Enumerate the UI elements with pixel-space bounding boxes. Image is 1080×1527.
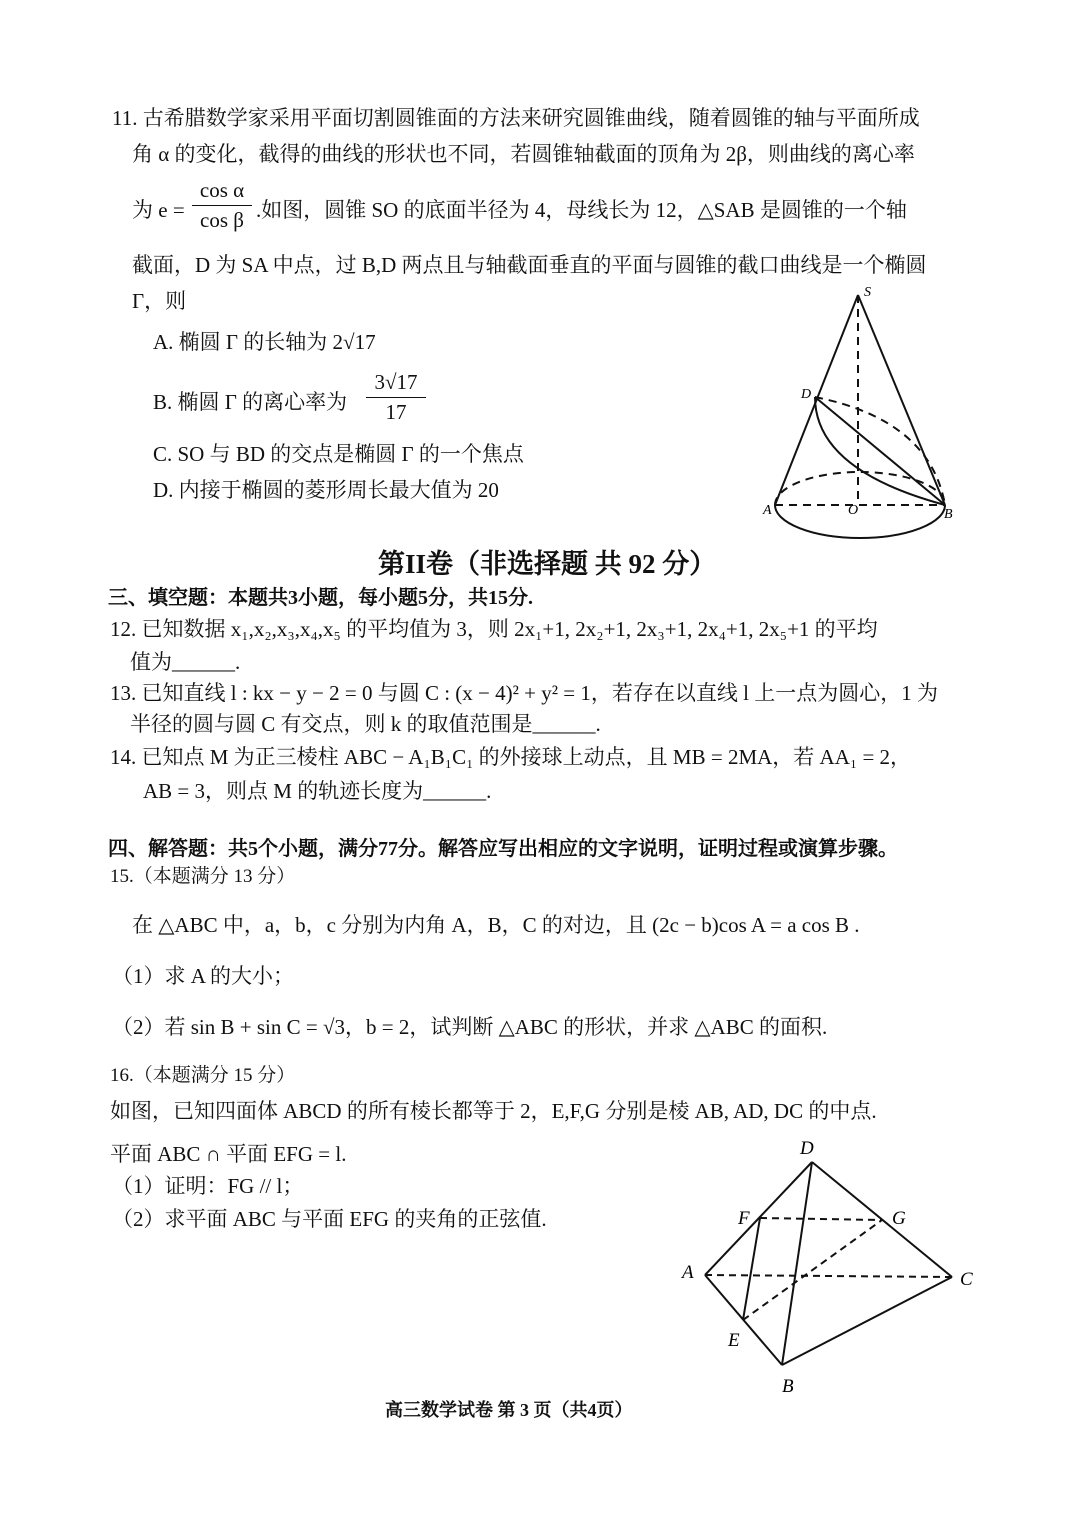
label-s: S — [864, 285, 871, 300]
q11-line: 11. 古希腊数学家采用平面切割圆锥面的方法来研究圆锥曲线，随着圆锥的轴与平面所成 — [112, 106, 920, 130]
q16-title: 16.（本题满分 15 分） — [110, 1065, 296, 1086]
q15-title: 15.（本题满分 13 分） — [110, 866, 296, 887]
label-c: C — [960, 1269, 973, 1290]
q11-line-prefix: 为 e = — [132, 198, 185, 222]
section-heading: 三、填空题：本题共3小题，每小题5分，共15分. — [108, 587, 533, 609]
label-o: O — [848, 503, 859, 518]
q15-part1: （1）求 A 的大小； — [112, 964, 295, 988]
label-b: B — [782, 1376, 794, 1397]
option-a: A. 椭圆 Γ 的长轴为 2√17 — [153, 330, 376, 354]
q14-line: AB = 3，则点 M 的轨迹长度为______. — [143, 779, 492, 803]
part2-title: 第II卷（非选择题 共 92 分） — [378, 549, 717, 579]
q16-part1: （1）证明：FG // l； — [112, 1174, 304, 1198]
fraction-denominator: cos β — [200, 208, 244, 232]
section-heading: 四、解答题：共5个小题，满分77分。解答应写出相应的文字说明，证明过程或演算步骤。 — [108, 838, 898, 860]
q11-line: Γ，则 — [132, 289, 187, 313]
label-a: A — [763, 503, 772, 518]
fraction-numerator: 3√17 — [374, 370, 418, 394]
option-b: B. 椭圆 Γ 的离心率为 — [153, 390, 348, 414]
label-b: B — [944, 507, 953, 522]
q13-line: 13. 已知直线 l : kx − y − 2 = 0 与圆 C : (x − 4)² + y² = 1，若存在以直线 l 上一点为圆心，1 为 — [110, 681, 938, 705]
q16-part2: （2）求平面 ABC 与平面 EFG 的夹角的正弦值. — [112, 1207, 547, 1231]
fraction-denominator: 17 — [385, 400, 407, 424]
cone-figure — [0, 0, 1080, 560]
fraction-numerator: cos α — [199, 178, 245, 202]
q16-stem: 如图，已知四面体 ABCD 的所有棱长都等于 2，E,F,G 分别是棱 AB, AD, DC 的中点. — [110, 1099, 877, 1123]
page-footer: 高三数学试卷 第 3 页（共4页） — [385, 1400, 633, 1420]
label-d: D — [800, 1138, 814, 1159]
q15-stem: 在 △ABC 中，a，b，c 分别为内角 A，B，C 的对边，且 (2c − b)cos A = a cos B . — [132, 913, 860, 937]
q14-line: 14. 已知点 M 为正三棱柱 ABC − A₁B₁C₁ 的外接球上动点，且 MB = 2MA，若 AA₁ = 2， — [110, 745, 912, 769]
q11-line: 截面，D 为 SA 中点，过 B,D 两点且与轴截面垂直的平面与圆锥的截口曲线是一个椭圆 — [132, 253, 927, 277]
label-g: G — [892, 1208, 906, 1229]
q16-stem: 平面 ABC ∩ 平面 EFG = l. — [110, 1142, 347, 1166]
q13-line: 半径的圆与圆 C 有交点，则 k 的取值范围是______. — [130, 712, 601, 736]
q11-line: .如图，圆锥 SO 的底面半径为 4，母线长为 12，△SAB 是圆锥的一个轴 — [256, 198, 907, 222]
q12-line: 12. 已知数据 x₁,x₂,x₃,x₄,x₅ 的平均值为 3，则 2x₁+1, 2x₂+1, 2x₃+1, 2x₄+1, 2x₅+1 的平均 — [110, 617, 878, 641]
q15-part2: （2）若 sin B + sin C = √3，b = 2，试判断 △ABC 的形状，并求 △ABC 的面积. — [112, 1015, 828, 1039]
option-d: D. 内接于椭圆的菱形周长最大值为 20 — [153, 478, 499, 502]
q11-line: 角 α 的变化，截得的曲线的形状也不同，若圆锥轴截面的顶角为 2β，则曲线的离心率 — [132, 142, 915, 166]
label-d: D — [801, 387, 812, 402]
label-a: A — [682, 1262, 694, 1283]
tetrahedron-figure — [660, 1130, 1000, 1400]
q12-line: 值为______. — [130, 650, 241, 674]
label-f: F — [738, 1208, 750, 1229]
label-e: E — [728, 1330, 740, 1351]
option-c: C. SO 与 BD 的交点是椭圆 Γ 的一个焦点 — [153, 442, 524, 466]
